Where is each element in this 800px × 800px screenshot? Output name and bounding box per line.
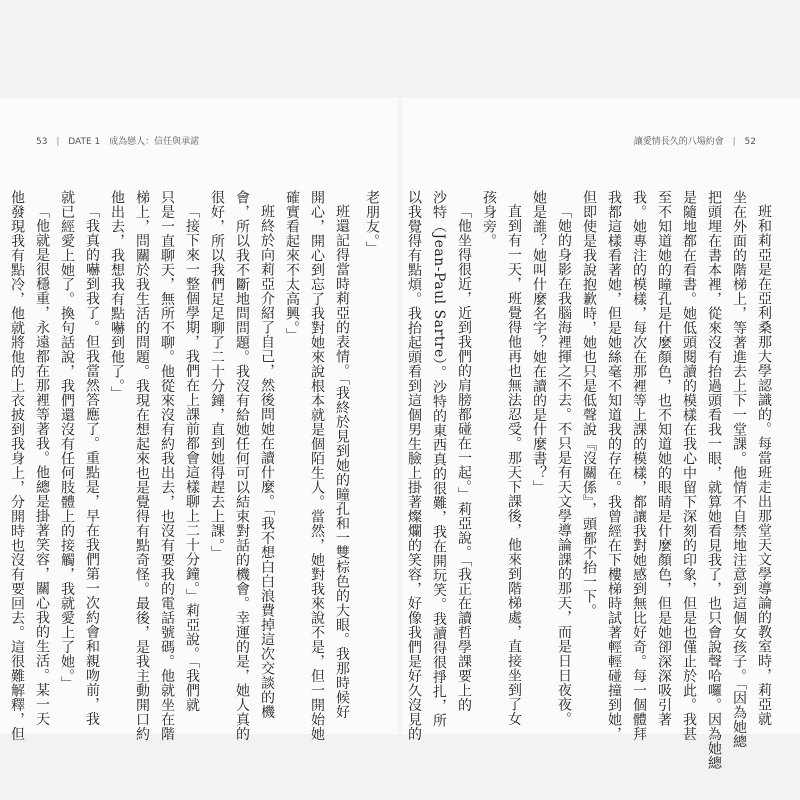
text-column: 開心，開心到忘了我對她來說根本就是個陌生人。當然，她對我來說不是，但一開始她	[309, 190, 325, 741]
left-page-number: 53	[36, 137, 48, 147]
text-column: 「她的身影在我腦海裡揮之不去。不只是有天文學導論課的那天，而是日日夜夜。	[556, 204, 572, 726]
text-column: 以我覺得有點煩。我抬起頭看到這個男生臉上掛著燦爛的笑容，好像我們是好久沒見的	[406, 190, 422, 741]
text-column: 「我真的嚇到我了。但我當然答應了。重點是，早在我們第一次約會和親吻前，我	[84, 204, 100, 726]
text-column: 沙特（Jean-Paul Sartre）。沙特的東西真的很難，我在開玩笑。我讀得很掙扎，所	[431, 190, 447, 728]
header-separator: |	[732, 137, 736, 147]
chapter-label: DATE 1	[68, 137, 101, 147]
text-column: 是隨地都在看書。她低頭閱讀的模樣在我心中留下深刻的印象，但是也僅止於此。我甚	[681, 190, 697, 741]
text-column: 他出去，我想我有點嚇到他了。」	[109, 190, 125, 401]
text-column: 我。她專注的模樣，每次在那裡等上課的模樣，都讓我對她感到無比好奇。每一個體拜	[631, 190, 647, 741]
text-column: 只是一直聊天，無所不聊。他從來沒有約我出去，也沒有要我的電話號碼。他就坐在階	[159, 190, 175, 741]
text-column: 班和莉亞是在亞利桑那大學認識的。每當班走出那堂天文學導論的教室時，莉亞就	[756, 204, 772, 726]
right-running-header	[634, 134, 762, 147]
text-column: 他發現我有點冷，他就將他的上衣披到我身上，分開時也沒有要回去。這很難解釋，但	[9, 190, 25, 741]
text-column: 很好，所以我們足足聊了二十分鐘，直到她得趕去上課。」	[209, 190, 225, 560]
text-column: 「他就是很穩重，永遠都在那裡等著我。他總是掛著笑容，關心我的生活。某一天	[34, 204, 50, 726]
text-column: 確實看起來不太高興。」	[284, 190, 300, 343]
section-title: 成為戀人：信任與承諾	[109, 137, 200, 147]
text-column: 班終於向莉亞介紹了自己，然後問她在讀什麼。「我不想白白浪費掉這次交談的機	[259, 204, 275, 719]
text-column: 她是誰？她叫什麼名字？她在讀的是什麼書？」	[531, 190, 547, 495]
page-gutter	[398, 98, 402, 734]
text-column: 直到有一天，班覺得他再也無法忍受。那天下課後，他來到階梯處，直接坐到了女	[506, 204, 522, 726]
text-column: 會，所以我不斷地問問題。我沒有給她任何可以結束對話的機會。幸運的是，她人真的	[234, 190, 250, 741]
text-column: 把頭埋在書本裡，從來沒有抬過頭看我一眼，就算她看見我了，也只會說聲哈囉。因為她總	[706, 190, 722, 770]
book-title: 讓愛情長久的八場約會	[633, 137, 724, 147]
right-page-number: 52	[744, 137, 756, 147]
text-column: 坐在外面的階梯上，等著進去上下一堂課。他情不自禁地注意到這個女孩子。「因為她總	[731, 190, 747, 749]
text-column: 「他坐得很近，近到我們的肩膀都碰在一起。」莉亞說。「我正在讀哲學課要上的	[456, 204, 472, 712]
header-separator: |	[56, 137, 60, 147]
text-column: 「接下來一整個學期，我們在上課前都會這樣聊上二十分鐘。」莉亞說。「我們就	[184, 204, 200, 712]
text-column: 梯上，問關於我生活的問題。我現在想起來也是覺得有點奇怪。最後，是我主動開口約	[134, 190, 150, 741]
text-column: 至不知道她的瞳孔是什麼顏色，也不知道她的眼睛是什麼顏色，但是她卻深深吸引著	[656, 190, 672, 727]
text-column: 班還記得當時莉亞的表情。「我終於見到她的瞳孔和一雙棕色的大眼。我那時候好	[334, 204, 350, 719]
text-column: 我都這樣看著她，但是她絲毫不知道我的存在。我曾經在下樓梯時試著輕輕碰撞到她，	[606, 190, 622, 741]
left-page-body	[9, 190, 382, 741]
text-column: 孩身旁。	[481, 190, 497, 248]
left-running-header	[36, 134, 205, 147]
text-column: 但即使是我說抱歉時，她也只是低聲說『沒關係』，頭都不抬一下。	[581, 190, 597, 618]
text-column: 老朋友。」	[364, 190, 380, 256]
book-spread	[0, 98, 800, 770]
text-column: 就已經愛上她了。換句話說，我們還沒有任何肢體上的接觸，我就愛上了她。」	[59, 190, 75, 691]
right-page-body	[406, 190, 774, 770]
